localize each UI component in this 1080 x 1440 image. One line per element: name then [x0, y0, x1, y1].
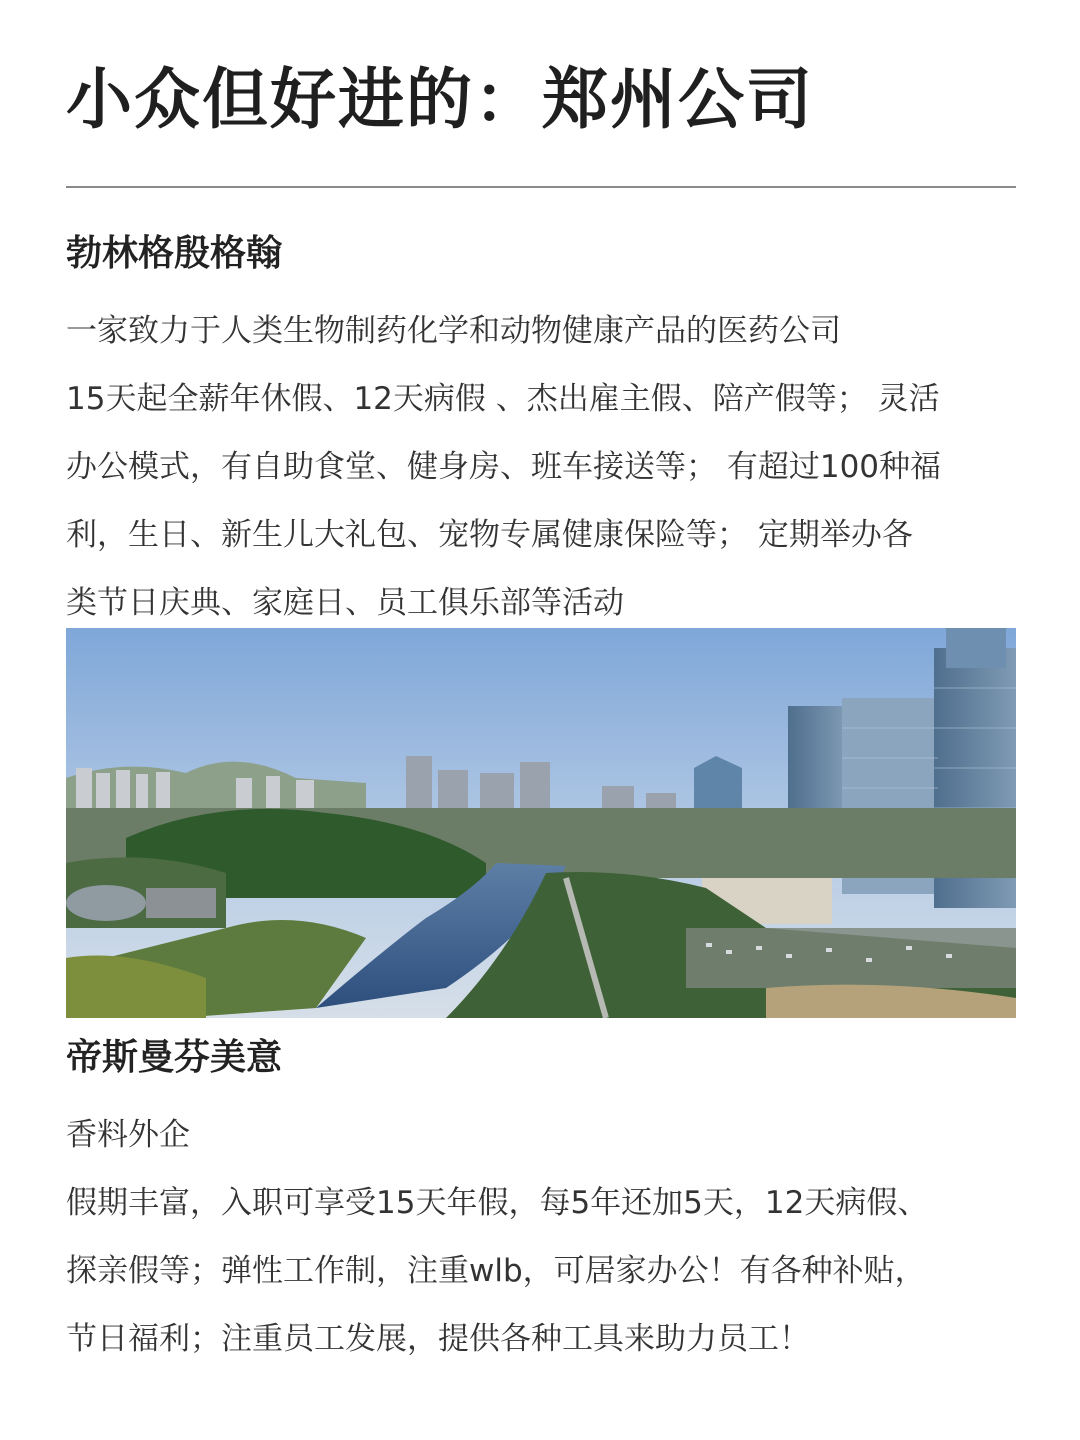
benefits-line: 利，生日、新生儿大礼包、宠物专属健康保险等； 定期举办各: [66, 517, 913, 554]
benefits-line: 15天起全薪年休假、12天病假 、杰出雇主假、陪产假等； 灵活: [66, 381, 940, 418]
company-benefits: [66, 365, 1026, 637]
city-skyline-photo: [66, 628, 1016, 1018]
benefits-line: 办公模式，有自助食堂、健身房、班车接送等； 有超过100种福: [66, 449, 942, 486]
benefits-line: 类节日庆典、家庭日、员工俱乐部等活动: [66, 585, 624, 622]
company-section-1: [66, 232, 1026, 637]
company-description: 一家致力于人类生物制药化学和动物健康产品的医药公司: [66, 313, 841, 350]
benefits-line: 假期丰富，入职可享受15天年假，每5年还加5天，12天病假、: [66, 1185, 929, 1222]
benefits-line: 节日福利；注重员工发展，提供各种工具来助力员工！: [66, 1321, 810, 1358]
company-section-2: [66, 1036, 1026, 1373]
company-name: 帝斯曼芬美意: [66, 1037, 283, 1078]
company-description: 香料外企: [66, 1117, 190, 1154]
title-divider: [66, 186, 1016, 188]
benefits-line: 探亲假等；弹性工作制，注重wlb，可居家办公！有各种补贴，: [66, 1253, 926, 1290]
city-skyline-illustration: [66, 628, 1016, 1018]
page-title: 小众但好进的：郑州公司: [66, 61, 814, 138]
company-benefits: [66, 1169, 1026, 1373]
company-name: 勃林格殷格翰: [66, 233, 283, 274]
